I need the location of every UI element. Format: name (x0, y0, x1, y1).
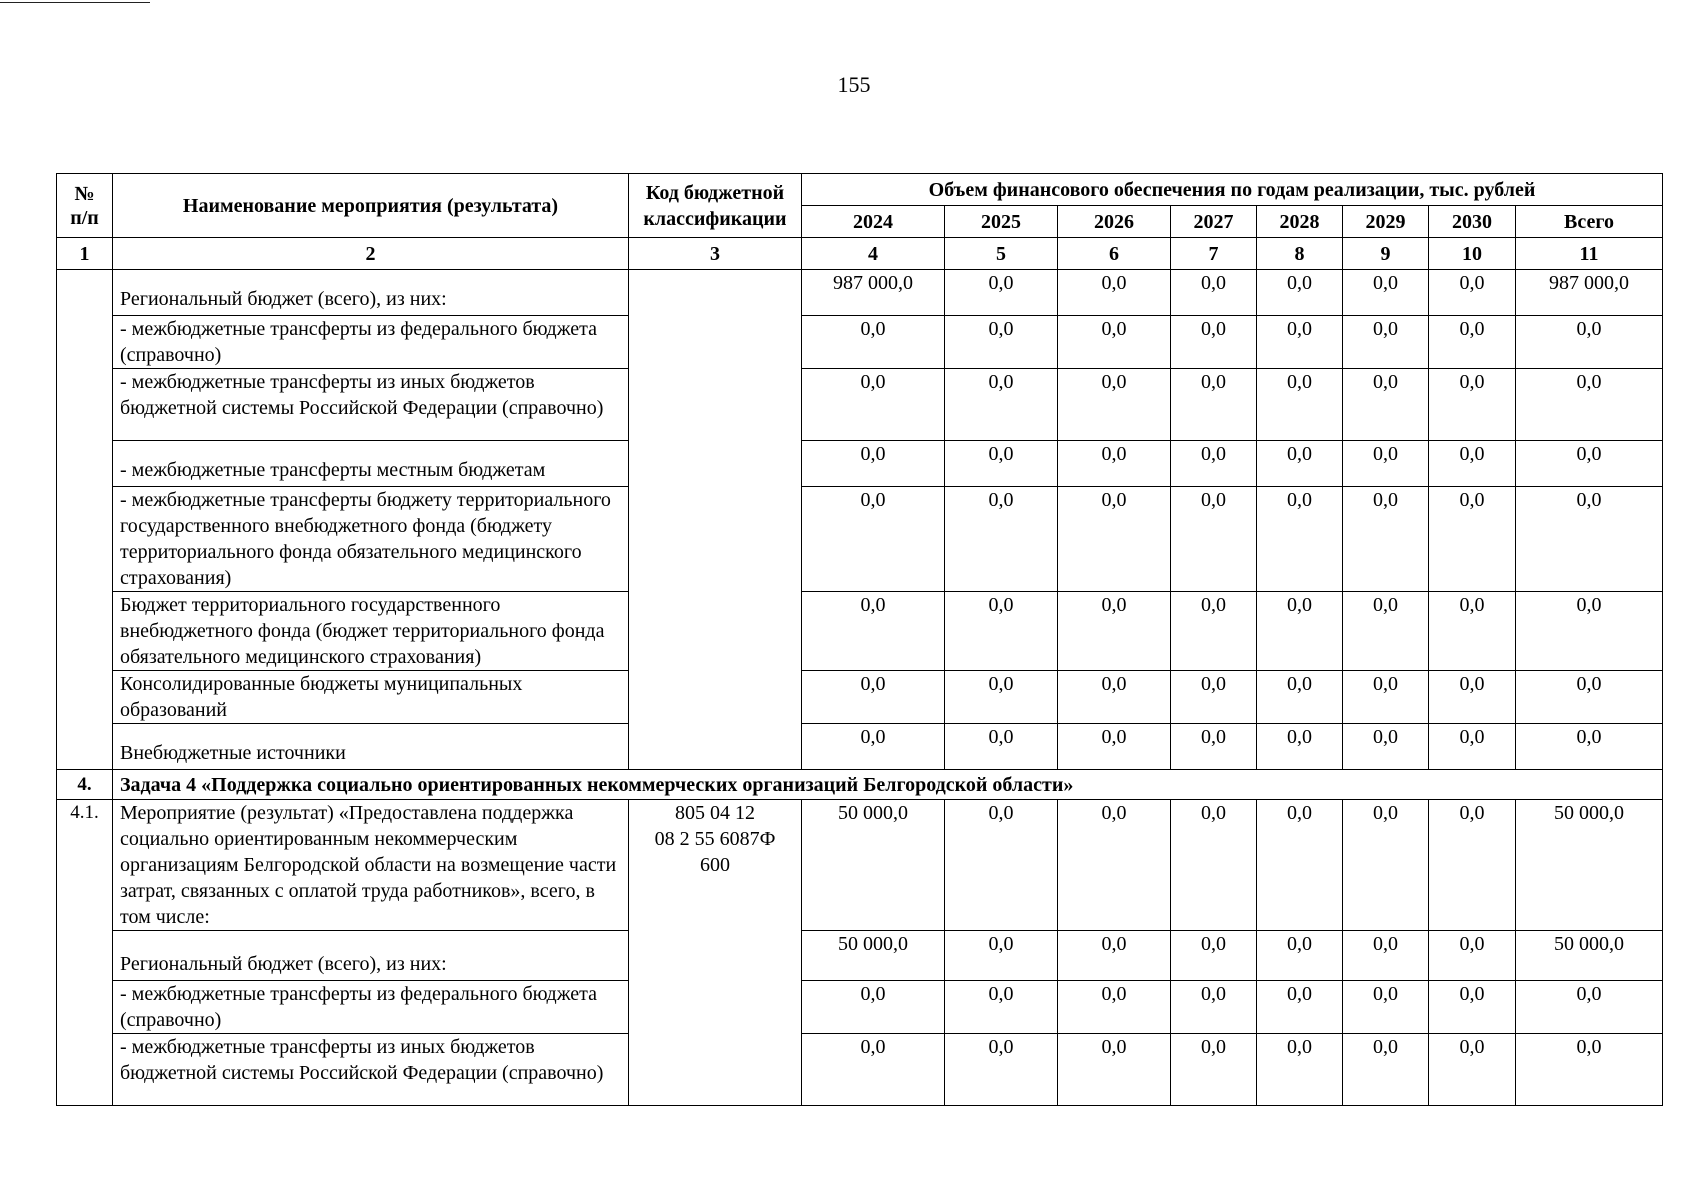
col-name-header: Наименование мероприятия (результата) (113, 174, 629, 238)
amount-cell: 0,0 (945, 724, 1058, 770)
column-number: 7 (1171, 238, 1257, 270)
amount-cell: 0,0 (1171, 1034, 1257, 1106)
amount-cell: 0,0 (1171, 800, 1257, 931)
row-name: - межбюджетные трансферты из федерального бюджета (справочно) (113, 316, 629, 369)
table-row (57, 931, 1663, 981)
budget-code-line: 805 04 12 (675, 802, 755, 824)
amount-cell: 987 000,0 (802, 270, 945, 316)
year-header: 2030 (1429, 206, 1516, 238)
col-no-header: № п/п (57, 174, 113, 238)
amount-cell: 0,0 (802, 671, 945, 724)
table-row (57, 316, 1663, 369)
amount-cell: 0,0 (1343, 981, 1429, 1034)
amount-cell: 0,0 (1429, 981, 1516, 1034)
year-header: Всего (1516, 206, 1663, 238)
amount-cell: 0,0 (1429, 1034, 1516, 1106)
amount-cell: 987 000,0 (1516, 270, 1663, 316)
amount-cell: 0,0 (1343, 487, 1429, 592)
table-body (57, 270, 1663, 1106)
corner-rule (0, 2, 150, 3)
amount-cell: 50 000,0 (802, 800, 945, 931)
column-numbers-row (57, 238, 1663, 270)
amount-cell: 0,0 (1429, 671, 1516, 724)
amount-cell: 0,0 (1429, 316, 1516, 369)
funding-table (56, 173, 1663, 1106)
amount-cell: 0,0 (1516, 671, 1663, 724)
budget-code-cell (629, 800, 802, 1106)
amount-cell: 0,0 (1429, 369, 1516, 441)
amount-cell: 0,0 (1429, 800, 1516, 931)
row-name: Региональный бюджет (всего), из них: (113, 931, 629, 981)
col-code-header: Код бюджетной классификации (629, 174, 802, 238)
amount-cell: 0,0 (1171, 441, 1257, 487)
amount-cell: 0,0 (945, 487, 1058, 592)
amount-cell: 0,0 (1429, 931, 1516, 981)
year-header: 2029 (1343, 206, 1429, 238)
row-name: - межбюджетные трансферты из иных бюджетов бюджетной системы Российской Федерации (справочно) (113, 369, 629, 441)
amount-cell: 0,0 (1343, 1034, 1429, 1106)
column-number: 8 (1257, 238, 1343, 270)
table-header (57, 174, 1663, 270)
amount-cell: 0,0 (945, 931, 1058, 981)
amount-cell: 0,0 (1429, 270, 1516, 316)
amount-cell: 0,0 (1516, 441, 1663, 487)
amount-cell: 0,0 (1257, 316, 1343, 369)
amount-cell: 0,0 (945, 592, 1058, 671)
year-header: 2028 (1257, 206, 1343, 238)
amount-cell: 0,0 (1516, 316, 1663, 369)
amount-cell: 0,0 (1257, 671, 1343, 724)
column-number: 5 (945, 238, 1058, 270)
row-name: Консолидированные бюджеты муниципальных образований (113, 671, 629, 724)
amount-cell: 50 000,0 (1516, 800, 1663, 931)
table-row (57, 270, 1663, 316)
amount-cell: 0,0 (802, 487, 945, 592)
amount-cell: 0,0 (1058, 724, 1171, 770)
amount-cell: 0,0 (945, 369, 1058, 441)
amount-cell: 0,0 (1257, 369, 1343, 441)
amount-cell: 0,0 (1171, 270, 1257, 316)
amount-cell: 0,0 (1058, 800, 1171, 931)
column-number: 6 (1058, 238, 1171, 270)
amount-cell: 0,0 (1516, 487, 1663, 592)
amount-cell: 0,0 (1058, 270, 1171, 316)
amount-cell: 0,0 (1516, 1034, 1663, 1106)
amount-cell: 0,0 (1058, 369, 1171, 441)
amount-cell: 0,0 (1343, 724, 1429, 770)
column-number: 10 (1429, 238, 1516, 270)
amount-cell: 0,0 (1429, 592, 1516, 671)
column-number: 4 (802, 238, 945, 270)
amount-cell: 0,0 (1516, 724, 1663, 770)
task-number: 4. (57, 770, 113, 800)
amount-cell: 0,0 (1257, 724, 1343, 770)
task-row (57, 770, 1663, 800)
amount-cell: 0,0 (1516, 369, 1663, 441)
amount-cell: 0,0 (1343, 316, 1429, 369)
row-name: Бюджет территориального государственного внебюджетного фонда (бюджет территориального фонда обязательного медицинского страхования) (113, 592, 629, 671)
table-row (57, 671, 1663, 724)
amount-cell: 0,0 (1343, 931, 1429, 981)
row-name: - межбюджетные трансферты бюджету территориального государственного внебюджетного фонда (бюджету территориального фонда обязательного медицинского страхования) (113, 487, 629, 592)
amount-cell: 0,0 (1171, 487, 1257, 592)
amount-cell: 0,0 (1257, 981, 1343, 1034)
amount-cell: 0,0 (1171, 671, 1257, 724)
page-number: 155 (837, 72, 871, 97)
amount-cell: 0,0 (1171, 724, 1257, 770)
amount-cell: 0,0 (1058, 592, 1171, 671)
amount-cell: 0,0 (1171, 369, 1257, 441)
amount-cell: 0,0 (945, 1034, 1058, 1106)
amount-cell: 0,0 (1257, 270, 1343, 316)
budget-code-cell (629, 270, 802, 770)
amount-cell: 0,0 (802, 1034, 945, 1106)
col-funding-header: Объем финансового обеспечения по годам реализации, тыс. рублей (802, 174, 1663, 206)
amount-cell: 0,0 (945, 441, 1058, 487)
amount-cell: 0,0 (945, 800, 1058, 931)
row-name: Мероприятие (результат) «Предоставлена поддержка социально ориентированным некоммерческим организациям Белгородской области на возмещение части затрат, связанных с оплатой труда работников», всего, в том числе: (113, 800, 629, 931)
task-title: Задача 4 «Поддержка социально ориентированных некоммерческих организаций Белгородской области» (113, 770, 1663, 800)
table-row (57, 1034, 1663, 1106)
amount-cell: 0,0 (1171, 931, 1257, 981)
table-row (57, 724, 1663, 770)
amount-cell: 0,0 (1058, 671, 1171, 724)
row-number-cell (57, 270, 113, 770)
amount-cell: 0,0 (945, 316, 1058, 369)
amount-cell: 0,0 (1343, 441, 1429, 487)
amount-cell: 0,0 (1257, 1034, 1343, 1106)
amount-cell: 0,0 (1058, 931, 1171, 981)
amount-cell: 0,0 (1343, 270, 1429, 316)
amount-cell: 0,0 (1257, 931, 1343, 981)
amount-cell: 0,0 (1171, 592, 1257, 671)
amount-cell: 0,0 (1171, 316, 1257, 369)
amount-cell: 0,0 (1058, 487, 1171, 592)
table-row (57, 592, 1663, 671)
amount-cell: 0,0 (802, 981, 945, 1034)
measure-number: 4.1. (57, 800, 113, 1106)
amount-cell: 0,0 (802, 441, 945, 487)
row-name: Внебюджетные источники (113, 724, 629, 770)
year-header: 2024 (802, 206, 945, 238)
amount-cell: 0,0 (945, 671, 1058, 724)
column-number: 2 (113, 238, 629, 270)
row-name: - межбюджетные трансферты из иных бюджетов бюджетной системы Российской Федерации (справочно) (113, 1034, 629, 1106)
amount-cell: 0,0 (802, 724, 945, 770)
amount-cell: 0,0 (802, 369, 945, 441)
amount-cell: 0,0 (802, 592, 945, 671)
amount-cell: 0,0 (802, 316, 945, 369)
table-row (57, 369, 1663, 441)
amount-cell: 0,0 (1058, 316, 1171, 369)
budget-code-line: 08 2 55 6087Ф (654, 828, 776, 850)
amount-cell: 0,0 (1343, 369, 1429, 441)
table-row (57, 800, 1663, 931)
amount-cell: 0,0 (1516, 981, 1663, 1034)
row-name: - межбюджетные трансферты местным бюджетам (113, 441, 629, 487)
row-name: Региональный бюджет (всего), из них: (113, 270, 629, 316)
amount-cell: 0,0 (945, 270, 1058, 316)
amount-cell: 0,0 (1058, 441, 1171, 487)
column-number: 1 (57, 238, 113, 270)
table-row (57, 487, 1663, 592)
year-header: 2025 (945, 206, 1058, 238)
amount-cell: 0,0 (1171, 981, 1257, 1034)
amount-cell: 0,0 (1343, 592, 1429, 671)
table-row (57, 981, 1663, 1034)
amount-cell: 0,0 (1058, 1034, 1171, 1106)
amount-cell: 0,0 (1257, 487, 1343, 592)
amount-cell: 0,0 (945, 981, 1058, 1034)
amount-cell: 0,0 (1429, 487, 1516, 592)
year-header: 2027 (1171, 206, 1257, 238)
amount-cell: 50 000,0 (802, 931, 945, 981)
amount-cell: 0,0 (1516, 592, 1663, 671)
amount-cell: 0,0 (1343, 671, 1429, 724)
amount-cell: 0,0 (1257, 592, 1343, 671)
column-number: 3 (629, 238, 802, 270)
amount-cell: 50 000,0 (1516, 931, 1663, 981)
column-number: 9 (1343, 238, 1429, 270)
amount-cell: 0,0 (1058, 981, 1171, 1034)
budget-code-line: 600 (700, 854, 730, 876)
amount-cell: 0,0 (1257, 800, 1343, 931)
amount-cell: 0,0 (1429, 724, 1516, 770)
amount-cell: 0,0 (1343, 800, 1429, 931)
amount-cell: 0,0 (1257, 441, 1343, 487)
table-row (57, 441, 1663, 487)
column-number: 11 (1516, 238, 1663, 270)
year-header: 2026 (1058, 206, 1171, 238)
row-name: - межбюджетные трансферты из федерального бюджета (справочно) (113, 981, 629, 1034)
amount-cell: 0,0 (1429, 441, 1516, 487)
